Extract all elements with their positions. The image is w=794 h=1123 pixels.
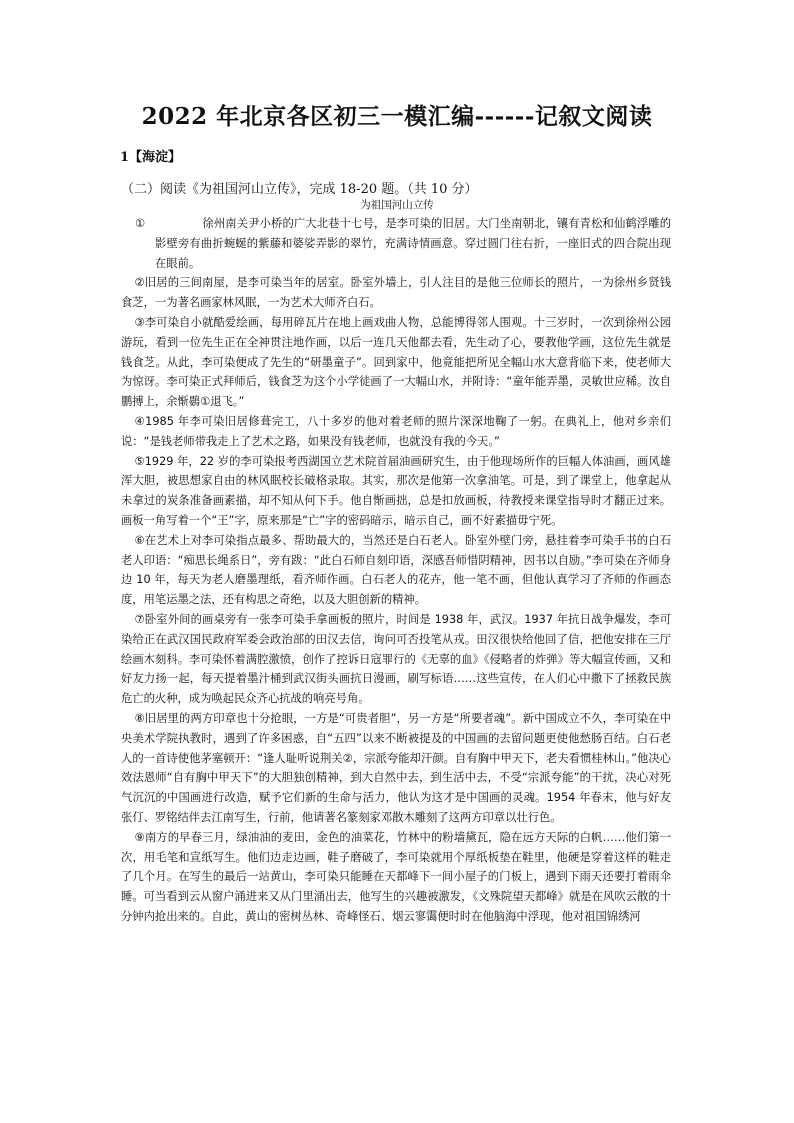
paragraph-9: ⑨南方的早春三月，绿油油的麦田，金色的油菜花，竹林中的粉墙黛瓦，隐在远方天际的白帆……他们第一次，用毛笔和宣纸写生。他们边走边画，鞋子磨破了，李可染就用个厚纸板垫在鞋里，他硬是穿着这样的鞋走了几个月。在写生的最后一站黄山，李可染只能睡在天都峰下一间小屋子的门板上，遇到下雨天还要打着雨伞睡。可当看到云从窗户涌进来又从门里涌出去，他写生的兴趣被激发，《文殊院望天都峰》就是在风吹云散的十分钟内抢出来的。自此，黄山的密树丛林、奇峰怪石、烟云寥霭便时时在他脑海中浮现，他对祖国锦绣河 bbox=[121, 830, 671, 923]
paragraph-2: ②旧居的三间南屋，是李可染当年的居室。卧室外墙上，引人注目的是他三位师长的照片，一为徐州乡贤钱食芝，一为著名画家林风眠，一为艺术大师齐白石。 bbox=[121, 276, 671, 310]
article-title: 为祖国河山立传 bbox=[360, 199, 434, 211]
paragraph-5: ⑤1929 年，22 岁的李可染报考西湖国立艺术院首届油画研究生，由于他现场所作的巨幅人体油画，画风雄浑大胆，被思想家自由的林风眠校长破格录取。其实，那次是他第一次拿油笔。可是，到了课堂上，他拿起从未拿过的炭条准备画素描，却不知从何下手。他自惭画拙，总是扣放画板，待教授来课堂指导时才翻正过来。画板一角写着一个“王”字，原来那是“亡”字的密码暗示，暗示自己，画不好素描毋宁死。 bbox=[121, 454, 671, 527]
article-body bbox=[121, 214, 671, 927]
paragraph-4: ④1985 年李可染旧居修葺完工，八十多岁的他对着老师的照片深深地鞠了一躬。在典礼上，他对乡亲们说：“是钱老师带我走上了艺术之路，如果没有钱老师，也就没有我的今天。” bbox=[121, 414, 671, 448]
paragraph-3: ③李可染自小就酷爱绘画，每用碎瓦片在地上画戏曲人物，总能博得邻人围观。十三岁时，一次到徐州公园游玩，看到一位先生正在全神贯注地作画，以后一连几天他都去看，先生动了心，要教他学画，这位先生就是钱食芝。从此，李可染便成了先生的“研墨童子”。回到家中，他竟能把所见全幅山水大意背临下来，使老师大为惊讶。李可染正式拜师后，钱食芝为这个小学徒画了一大幅山水，并附诗：“童年能弄墨，灵敏世应稀。汝自鹏搏上，余惭鷃①退飞。” bbox=[121, 315, 671, 409]
page-title: 2022 年北京各区初三一模汇编------记叙文阅读 bbox=[141, 103, 653, 130]
question-intro: （二）阅读《为祖国河山立传》，完成 18-20 题。（共 10 分） bbox=[121, 182, 478, 197]
paragraph-8: ⑧旧居里的两方印章也十分抢眼，一方是“可贵者胆”，另一方是“所要者魂”。新中国成立不久，李可染在中央美术学院执教时，遇到了许多困惑，自“五四”以来不断被提及的中国画的去留问题更使他愁肠百结。白石老人的一首诗使他茅塞顿开：“逢人耻听说荆关②，宗派夸能却汗颜。自有胸中甲天下，老夫看惯桂林山。”他决心效法恩师“自有胸中甲天下”的大胆独创精神，到大自然中去，到生活中去，不受“宗派夸能”的干扰，决心对死气沉沉的中国画进行改造，赋予它们新的生命与活力，他认为这才是中国画的灵魂。1954 年春末，他与好友张仃、罗铭结伴去江南写生，行前，他请著名篆刻家邓散木雕刻了这两方印章以壮行色。 bbox=[121, 711, 671, 824]
section-heading: 1【海淀】 bbox=[120, 150, 182, 165]
paragraph-1: ① 徐州南关尹小桥的广大北巷十七号，是李可染的旧居。大门坐南朝北，镶有青松和仙鹤浮雕的影壁旁有曲折蜿蜒的紫藤和婆娑弄影的翠竹，充满诗情画意。穿过圆门往右折，一座旧式的四合院出现在眼前。 bbox=[135, 217, 671, 270]
paragraph-7: ⑦卧室外间的画桌旁有一张李可染手拿画板的照片，时间是 1938 年，武汉。1937 年抗日战争爆发，李可染给正在武汉国民政府军委会政治部的田汉去信，询问可否投笔从戎。田汉很快给他回了信，把他安排在三厅绘画木刻科。李可染怀着满腔激愤，创作了控诉日寇罪行的《无辜的血》《侵略者的炸弹》等大幅宣传画，又和好友力扬一起，每天提着墨汁桶到武汉街头画抗日漫画，刷写标语……这些宣传，在人们心中撒下了拯救民族危亡的火种，成为唤起民众齐心抗战的响亮号角。 bbox=[121, 612, 671, 706]
paragraph-6: ⑥在艺术上对李可染指点最多、帮助最大的，当然还是白石老人。卧室外壁门旁，悬挂着李可染手书的白石老人印语：“痴思长绳系日”，旁有跋：“此白石师自刻印语，深感吾师惜阴精神，因书以自励。”李可染在齐师身边 10 年，每天为老人磨墨理纸，看齐师作画。白石老人的花卉，他一笔不画，但他认真学习了齐师的作画态度，用笔运墨之法，还有构思之奇绝，以及大胆创新的精神。 bbox=[121, 533, 671, 607]
